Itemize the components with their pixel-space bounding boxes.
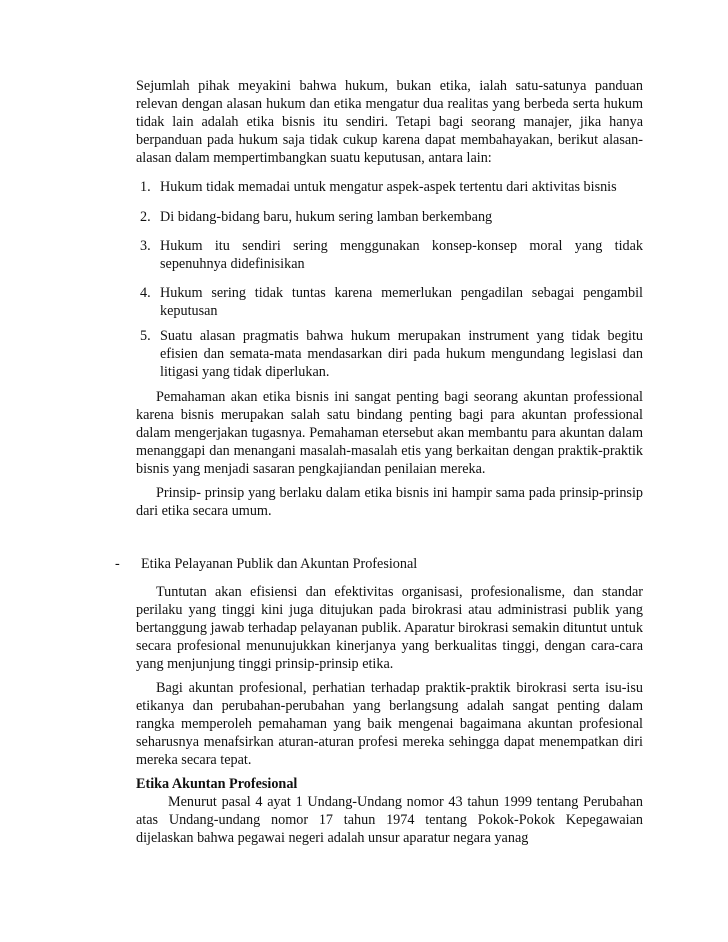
list-number: 2. bbox=[140, 209, 151, 225]
list-item bbox=[140, 208, 643, 226]
list-text: Di bidang-bidang baru, hukum sering lamban berkembang bbox=[160, 209, 493, 225]
list-text: Suatu alasan pragmatis bahwa hukum merupakan instrument yang tidak begitu efisien dan semata-mata mendasarkan diri pada hukum mengundang legislasi dan litigasi yang tidak diperlukan. bbox=[160, 328, 643, 381]
list-text: Hukum itu sendiri sering menggunakan konsep-konsep moral yang tidak sepenuhnya didefinisikan bbox=[160, 238, 643, 273]
paragraph-menurut: Menurut pasal 4 ayat 1 Undang-Undang nomor 43 tahun 1999 tentang Perubahan atas Undang-undang nomor 17 tahun 1974 tentang Pokok-Pokok Kepegawaian dijelaskan bahwa pegawai negeri adalah unsur aparatur negara yanag bbox=[136, 794, 643, 847]
list-item bbox=[140, 237, 643, 273]
intro-paragraph: Sejumlah pihak meyakini bahwa hukum, bukan etika, ialah satu-satunya panduan relevan dengan alasan hukum dan etika mengatur dua realitas yang berbeda serta hukum tidak lain adalah etika bisnis itu sendiri. Tetapi bagi seorang manajer, jika hanya berpanduan pada hukum saja tidak cukup karena dapat membahayakan, berikut alasan-alasan dalam mempertimbangkan suatu keputusan, antara lain: bbox=[136, 78, 643, 167]
paragraph-prinsip: Prinsip- prinsip yang berlaku dalam etika bisnis ini hampir sama pada prinsip-prinsip dari etika secara umum. bbox=[136, 485, 643, 520]
section-title: Etika Pelayanan Publik dan Akuntan Profesional bbox=[141, 556, 418, 572]
list-number: 3. bbox=[140, 238, 151, 254]
list-number: 4. bbox=[140, 285, 151, 301]
section-bullet: - bbox=[115, 556, 120, 572]
subheading: Etika Akuntan Profesional bbox=[136, 776, 298, 792]
list-item bbox=[140, 284, 643, 320]
list-number: 1. bbox=[140, 179, 151, 195]
paragraph-bagi: Bagi akuntan profesional, perhatian terhadap praktik-praktik birokrasi serta isu-isu etikanya dan perubahan-perubahan yang berlangsung adalah sangat penting dalam rangka memperoleh pemahaman yang baik mengenai bagaimana akuntan profesional seharusnya menafsirkan aturan-aturan profesi mereka sehingga dapat menempatkan diri mereka secara tepat. bbox=[136, 680, 643, 769]
list-item bbox=[140, 327, 643, 381]
list-item bbox=[140, 178, 643, 196]
list-text: Hukum tidak memadai untuk mengatur aspek-aspek tertentu dari aktivitas bisnis bbox=[160, 179, 617, 195]
paragraph-pemahaman: Pemahaman akan etika bisnis ini sangat penting bagi seorang akuntan professional karena bisnis merupakan salah satu bindang penting bagi para akuntan professional dalam mengerjakan tugasnya. Pemahaman etersebut akan membantu para akuntan dalam menanggapi dan menangani masalah-masalah etis yang berkaitan dengan praktik-praktik bisnis yang menjadi sasaran pengkajiandan penilaian mereka. bbox=[136, 389, 643, 478]
list-text: Hukum sering tidak tuntas karena memerlukan pengadilan sebagai pengambil keputusan bbox=[160, 285, 643, 320]
list-number: 5. bbox=[140, 328, 151, 344]
paragraph-tuntutan: Tuntutan akan efisiensi dan efektivitas organisasi, profesionalisme, dan standar perilaku yang tinggi kini juga ditujukan pada birokrasi atau administrasi publik yang bertanggung jawab terhadap pelayanan publik. Aparatur birokrasi semakin dituntut untuk secara profesional menunujukkan kinerjanya yang berkualitas tinggi, dengan cara-cara yang menjunjung tinggi prinsip-prinsip etika. bbox=[136, 584, 643, 673]
